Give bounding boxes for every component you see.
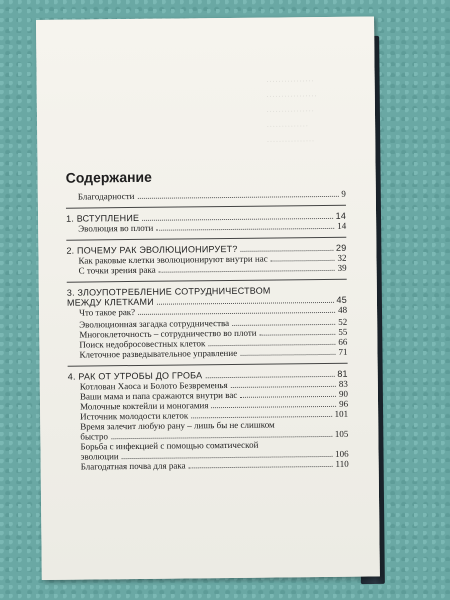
toc-entry-title: Источник молодости клеток — [80, 410, 189, 422]
toc-page-number: 106 — [335, 448, 349, 459]
chapter-divider — [68, 363, 348, 367]
toc-entry-title-line-2: быстро — [80, 431, 109, 442]
leader-dots — [212, 406, 337, 408]
show-through-text: . . . . . . . . . . . . . . — [267, 122, 308, 129]
toc-page-number: 45 — [336, 294, 347, 305]
show-through-text: . . . . . . . . . . . . . . . . . — [266, 92, 317, 99]
toc-page-number: 71 — [338, 346, 348, 357]
toc-page-number: 105 — [334, 428, 349, 439]
show-through-text: . . . . . . . . . . . . . . . . — [267, 137, 314, 144]
toc-page-number: 39 — [337, 262, 347, 273]
toc-entry-title-line-1: Время залечит любую рану – лишь бы не слишком — [80, 419, 275, 432]
toc-entry-title: С точки зрения рака — [78, 264, 156, 276]
toc-entry[interactable] — [80, 439, 348, 462]
leader-dots — [137, 196, 338, 199]
toc-page-number: 29 — [335, 242, 347, 253]
toc-entry-title: Как раковые клетки эволюционируют внутри нас — [78, 253, 268, 266]
toc-entry-title: Поиск недобросовестных клеток — [79, 338, 206, 350]
toc-entry[interactable] — [78, 221, 346, 234]
toc-page-number: 48 — [337, 304, 348, 315]
leader-dots — [189, 466, 333, 469]
toc-page-number: 101 — [334, 408, 349, 419]
leader-dots — [138, 312, 335, 315]
table-of-contents — [66, 189, 349, 472]
leader-dots — [260, 334, 336, 336]
show-through-text: . . . . . . . . . . . . . . . . — [266, 77, 314, 84]
toc-entry[interactable] — [80, 419, 348, 442]
page-title: Содержание — [65, 168, 152, 186]
toc-page-number: 14 — [337, 220, 347, 231]
toc-chapter-title: 1. ВСТУПЛЕНИЕ — [66, 212, 140, 224]
chapter-divider — [66, 237, 346, 241]
show-through-text: . . . . . . . . . . . . . . . . — [266, 107, 314, 114]
leader-dots — [208, 344, 335, 346]
toc-page-number: 66 — [338, 336, 348, 347]
toc-entry-title: Что такое рак? — [79, 306, 136, 318]
toc-entry-title: Молочные коктейли и моногамия — [79, 400, 209, 412]
toc-entry-title-line-1: Борьба с инфекцией с помощью соматической — [80, 439, 259, 452]
leader-dots — [156, 228, 334, 231]
toc-page-number: 9 — [341, 188, 346, 199]
toc-entry[interactable] — [79, 263, 347, 276]
toc-entry-title: Котлован Хаоса и Болото Безвременья — [79, 380, 228, 392]
chapter-divider — [67, 279, 347, 283]
leader-dots — [205, 376, 334, 378]
toc-page-number: 81 — [337, 368, 348, 379]
leader-dots — [240, 354, 335, 356]
book-page — [36, 16, 380, 580]
leader-dots — [271, 260, 335, 262]
leader-dots — [159, 270, 335, 273]
toc-page-number: 83 — [338, 378, 348, 389]
toc-entry-title: Многоклеточность – сотрудничество во плоти — [79, 327, 257, 340]
toc-page-number: 32 — [337, 252, 347, 263]
toc-entry-title: Благодарности — [77, 190, 135, 202]
toc-page-number: 96 — [338, 398, 349, 409]
toc-chapter-title-line-1: 3. ЗЛОУПОТРЕБЛЕНИЕ СОТРУДНИЧЕСТВОМ — [66, 285, 271, 298]
toc-page-number: 14 — [335, 210, 347, 221]
chapter-divider — [66, 205, 346, 209]
toc-chapter-title: 4. РАК ОТ УТРОБЫ ДО ГРОБА — [67, 370, 203, 382]
toc-entry-acknowledgements[interactable] — [78, 189, 346, 202]
toc-entry-title: Эволюционная загадка сотрудничества — [79, 317, 230, 330]
toc-entry-title-line-2: эволюции — [80, 451, 119, 462]
toc-entry-title: Клеточное разведывательное управление — [79, 347, 238, 360]
toc-chapter-title-line-2: МЕЖДУ КЛЕТКАМИ — [66, 296, 154, 308]
toc-entry-title: Эволюция во плоти — [78, 222, 154, 234]
toc-entry-title: Ваши мама и папа сражаются внутри вас — [79, 389, 238, 402]
leader-dots — [241, 250, 333, 252]
toc-page-number: 55 — [338, 326, 348, 337]
toc-page-number: 52 — [338, 316, 348, 327]
toc-entry-title: Благодатная почва для рака — [80, 460, 186, 472]
toc-chapter-title: 2. ПОЧЕМУ РАК ЭВОЛЮЦИОНИРУЕТ? — [66, 243, 238, 256]
leader-dots — [240, 396, 336, 398]
leader-dots — [191, 416, 331, 418]
toc-page-number: 110 — [335, 458, 349, 469]
leader-dots — [231, 386, 336, 388]
leader-dots — [232, 324, 335, 326]
toc-entry[interactable] — [79, 347, 347, 360]
toc-entry[interactable] — [81, 459, 349, 472]
toc-page-number: 90 — [338, 388, 348, 399]
